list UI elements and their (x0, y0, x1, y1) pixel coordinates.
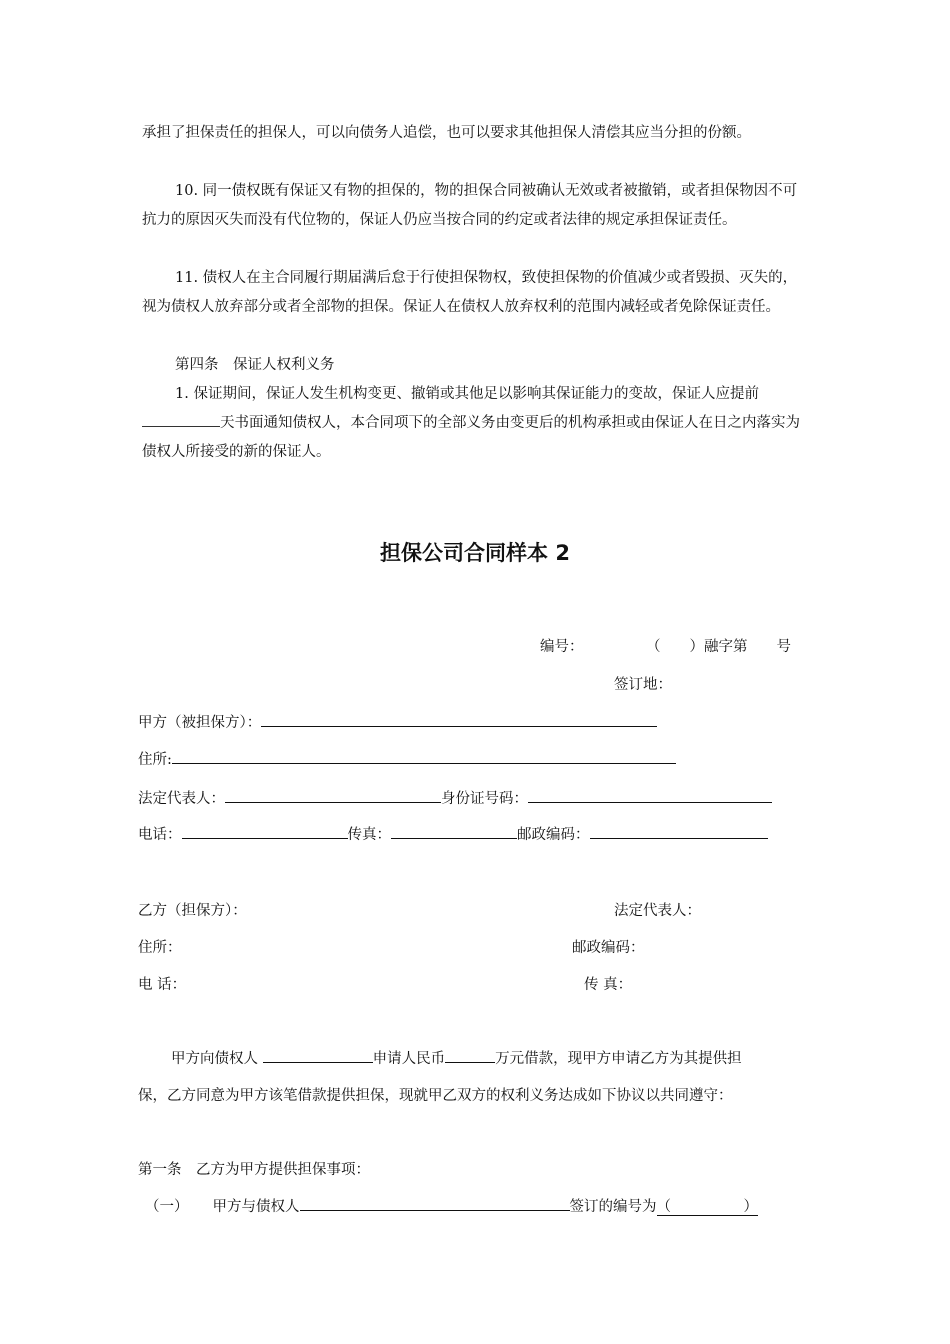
party-a-legal-rep-field[interactable] (225, 788, 441, 803)
number-field: （ ）融字第 号 (646, 639, 791, 655)
party-a-address-label: 住所: (138, 752, 172, 768)
intro-part1: 甲方向债权人 (171, 1051, 258, 1067)
item-number: （一） (145, 1199, 189, 1215)
paragraph-text: 承担了担保责任的担保人，可以向债务人追偿，也可以要求其他担保人清偿其应当分担的份额。 (142, 125, 751, 141)
party-a-legal-rep-label: 法定代表人： (138, 791, 225, 807)
party-a-postcode-label: 邮政编码： (517, 827, 590, 843)
item-text-1: 甲方与债权人 (212, 1199, 300, 1215)
party-a-fax-label: 传真： (347, 827, 391, 843)
article-1-heading: 第一条 乙方为甲方提供担保事项： (138, 1162, 370, 1178)
party-a-address-field[interactable] (172, 749, 676, 764)
item-creditor-field[interactable] (300, 1196, 570, 1211)
clause-10 (142, 177, 808, 235)
article-4-clause-1 (142, 380, 808, 467)
intro-part2: 申请人民币 (372, 1051, 446, 1067)
article-1-item-1 (145, 1195, 758, 1216)
party-a-id-field[interactable] (528, 788, 772, 803)
party-a-name-field[interactable] (261, 712, 657, 727)
clause-11-text: 11. 债权人在主合同履行期届满后怠于行使担保物权，致使担保物的价值减少或者毁损、灭失的，视为债权人放弃部分或者全部物的担保。保证人在债权人放弃权利的范围内减轻或者免除保证责任。 (142, 270, 798, 315)
intro-part3: 万元借款，现甲方申请乙方为其提供担 (495, 1051, 742, 1067)
party-a-phone-field[interactable] (182, 824, 348, 839)
party-b-fax-label: 传 真： (584, 977, 633, 993)
party-a-row (138, 711, 657, 732)
paragraph-guarantor-recourse (142, 119, 808, 148)
amount-field[interactable] (445, 1048, 495, 1063)
article-4-heading (142, 351, 808, 380)
clause-1-part1: 1. 保证期间，保证人发生机构变更、撤销或其他足以影响其保证能力的变故，保证人应提前 (175, 386, 759, 402)
party-a-fax-field[interactable] (391, 824, 517, 839)
party-b-label: 乙方（担保方）： (138, 903, 247, 919)
intro-line-1 (171, 1047, 742, 1068)
article-4-text: 第四条 保证人权利义务 (175, 357, 335, 373)
party-a-contact-row (138, 823, 768, 844)
party-a-legal-rep-row (138, 787, 772, 808)
party-a-label: 甲方（被担保方）： (138, 715, 262, 731)
party-b-address-label: 住所： (138, 940, 182, 956)
clause-11 (142, 264, 808, 322)
party-a-postcode-field[interactable] (590, 824, 768, 839)
intro-line-2: 保，乙方同意为甲方该笔借款提供担保，现就甲乙双方的权利义务达成如下协议以共同遵守： (138, 1088, 733, 1104)
party-a-phone-label: 电话： (138, 827, 182, 843)
party-b-legal-rep-label: 法定代表人： (614, 903, 701, 919)
party-b-postcode-label: 邮政编码： (572, 940, 645, 956)
party-b-phone-label: 电 话： (138, 977, 187, 993)
page-title: 担保公司合同样本 2 (380, 541, 570, 565)
party-a-id-label: 身份证号码： (441, 791, 528, 807)
clause-1-part2: 天书面通知债权人，本合同项下的全部义务由变更后的机构承担或由保证人在日之内落实为债权人所接受的新的保证人。 (142, 415, 800, 460)
party-a-address-row (138, 748, 676, 769)
item-text-2: 签订的编号为 (569, 1199, 657, 1215)
days-blank[interactable] (142, 412, 220, 427)
clause-10-text: 10. 同一债权既有保证又有物的担保的，物的担保合同被确认无效或者被撤销，或者担保物因不可抗力的原因灭失而没有代位物的，保证人仍应当按合同的约定或者法律的规定承担保证责任。 (142, 183, 798, 228)
contract-number-field[interactable]: （ ） (656, 1199, 758, 1215)
article-4-clause-1-text (142, 380, 808, 467)
number-label: 编号： (540, 639, 584, 655)
sign-place-label: 签订地： (614, 677, 672, 693)
creditor-field[interactable] (263, 1048, 373, 1063)
